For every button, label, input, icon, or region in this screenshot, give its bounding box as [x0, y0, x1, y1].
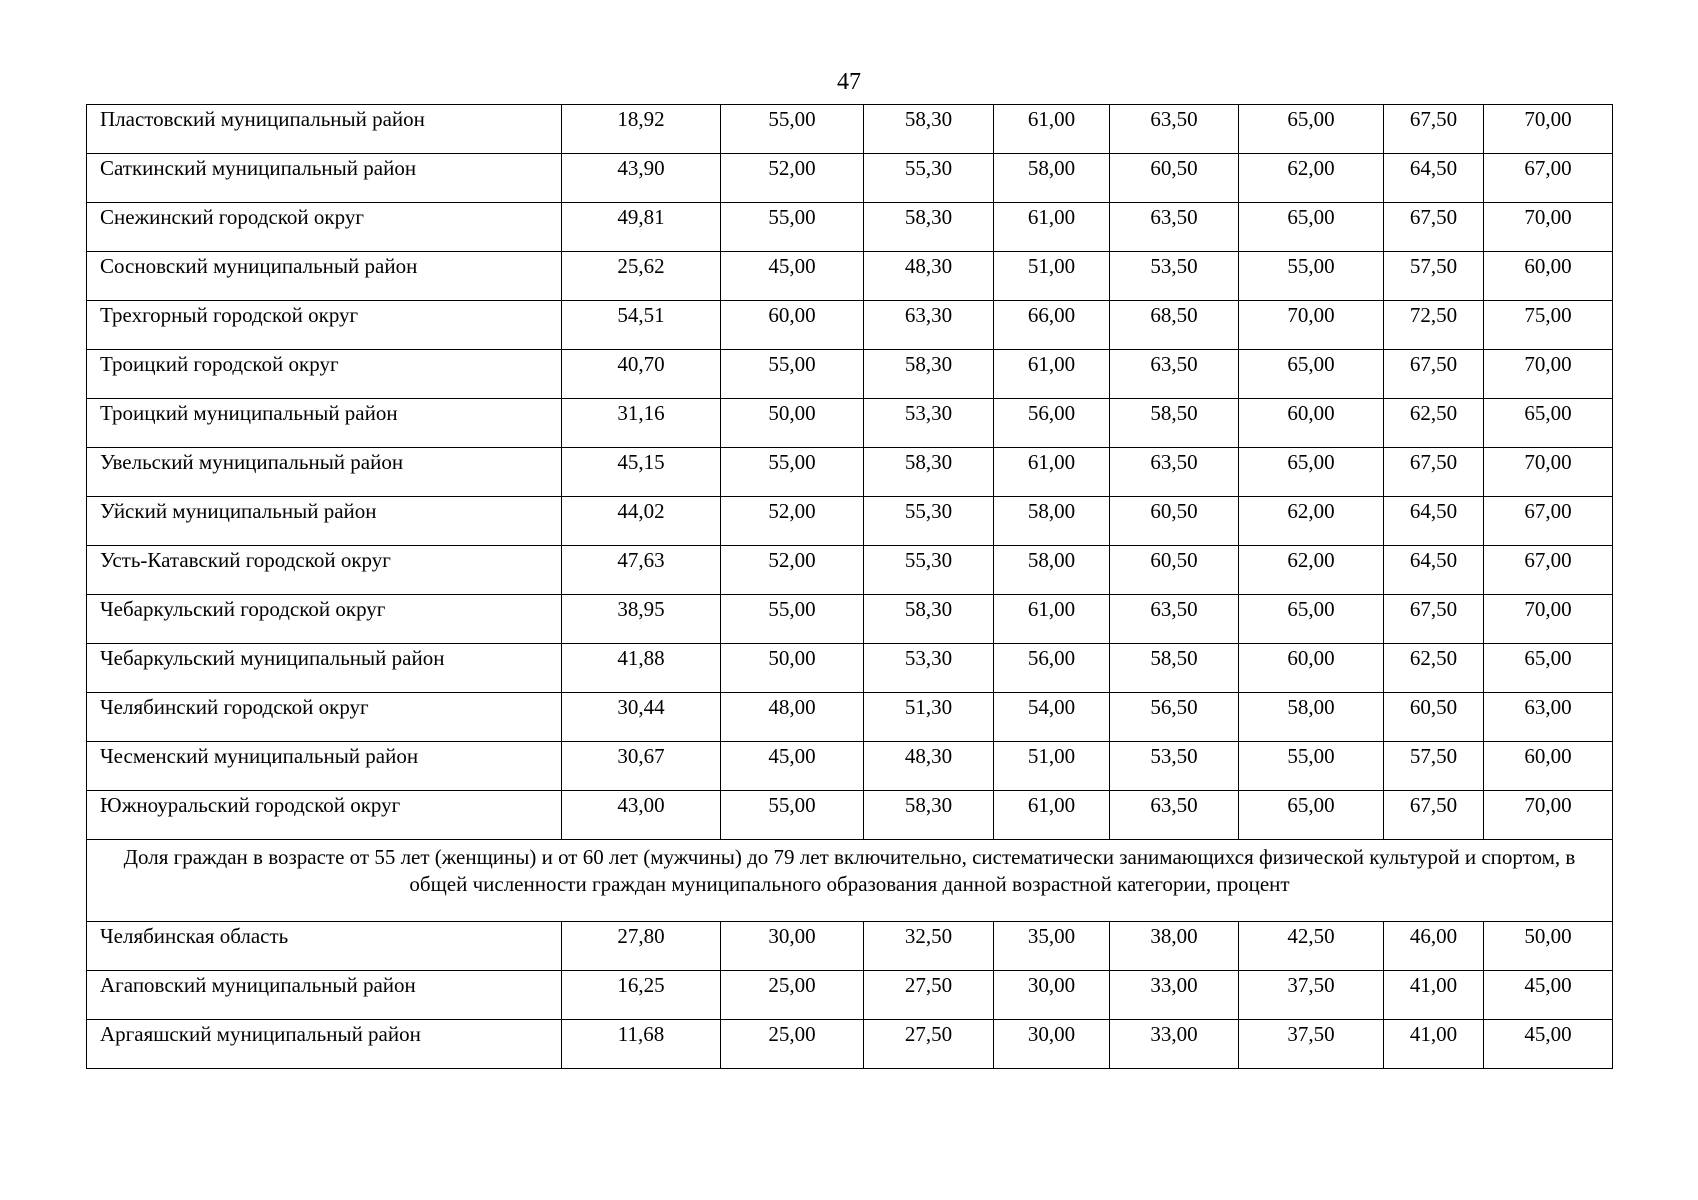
table-row — [87, 546, 1613, 595]
municipality-name-cell: Трехгорный городской округ — [87, 301, 562, 350]
value-cell: 16,25 — [562, 971, 721, 1020]
value-cell: 58,50 — [1110, 644, 1239, 693]
municipality-name-cell: Аргаяшский муниципальный район — [87, 1020, 562, 1069]
value-cell: 60,00 — [1484, 252, 1613, 301]
table-row — [87, 595, 1613, 644]
table-row — [87, 644, 1613, 693]
value-cell: 55,00 — [721, 448, 864, 497]
table-row — [87, 791, 1613, 840]
value-cell: 27,80 — [562, 922, 721, 971]
value-cell: 45,00 — [1484, 971, 1613, 1020]
value-cell: 30,00 — [994, 1020, 1110, 1069]
value-cell: 58,30 — [864, 595, 994, 644]
value-cell: 55,30 — [864, 497, 994, 546]
value-cell: 18,92 — [562, 105, 721, 154]
value-cell: 65,00 — [1239, 350, 1384, 399]
value-cell: 44,02 — [562, 497, 721, 546]
municipality-name-cell: Чебаркульский городской округ — [87, 595, 562, 644]
table-row — [87, 448, 1613, 497]
value-cell: 63,50 — [1110, 791, 1239, 840]
value-cell: 58,30 — [864, 448, 994, 497]
value-cell: 61,00 — [994, 448, 1110, 497]
value-cell: 70,00 — [1484, 448, 1613, 497]
value-cell: 11,68 — [562, 1020, 721, 1069]
value-cell: 38,95 — [562, 595, 721, 644]
value-cell: 63,30 — [864, 301, 994, 350]
value-cell: 65,00 — [1484, 644, 1613, 693]
value-cell: 56,00 — [994, 399, 1110, 448]
value-cell: 56,50 — [1110, 693, 1239, 742]
municipality-name-cell: Чесменский муниципальный район — [87, 742, 562, 791]
table-row — [87, 301, 1613, 350]
value-cell: 70,00 — [1484, 203, 1613, 252]
value-cell: 60,50 — [1110, 497, 1239, 546]
value-cell: 53,50 — [1110, 252, 1239, 301]
value-cell: 60,50 — [1384, 693, 1484, 742]
section-header-row — [87, 840, 1613, 922]
value-cell: 65,00 — [1239, 595, 1384, 644]
value-cell: 54,51 — [562, 301, 721, 350]
page-number: 47 — [837, 69, 861, 95]
value-cell: 67,00 — [1484, 546, 1613, 595]
municipality-name-cell: Саткинский муниципальный район — [87, 154, 562, 203]
value-cell: 63,50 — [1110, 203, 1239, 252]
value-cell: 48,30 — [864, 742, 994, 791]
value-cell: 38,00 — [1110, 922, 1239, 971]
value-cell: 60,00 — [721, 301, 864, 350]
table-row — [87, 399, 1613, 448]
value-cell: 27,50 — [864, 971, 994, 1020]
value-cell: 55,00 — [1239, 252, 1384, 301]
value-cell: 58,00 — [994, 546, 1110, 595]
value-cell: 68,50 — [1110, 301, 1239, 350]
value-cell: 64,50 — [1384, 546, 1484, 595]
value-cell: 61,00 — [994, 105, 1110, 154]
value-cell: 56,00 — [994, 644, 1110, 693]
value-cell: 62,00 — [1239, 497, 1384, 546]
value-cell: 58,00 — [1239, 693, 1384, 742]
table-row — [87, 105, 1613, 154]
value-cell: 65,00 — [1239, 448, 1384, 497]
value-cell: 53,30 — [864, 399, 994, 448]
value-cell: 58,30 — [864, 203, 994, 252]
municipality-name-cell: Снежинский городской округ — [87, 203, 562, 252]
value-cell: 70,00 — [1484, 791, 1613, 840]
table-row — [87, 693, 1613, 742]
value-cell: 65,00 — [1239, 105, 1384, 154]
value-cell: 54,00 — [994, 693, 1110, 742]
value-cell: 66,00 — [994, 301, 1110, 350]
value-cell: 43,00 — [562, 791, 721, 840]
table-row — [87, 350, 1613, 399]
table-row — [87, 971, 1613, 1020]
value-cell: 55,00 — [721, 595, 864, 644]
value-cell: 25,62 — [562, 252, 721, 301]
table-row — [87, 1020, 1613, 1069]
value-cell: 67,50 — [1384, 448, 1484, 497]
value-cell: 49,81 — [562, 203, 721, 252]
value-cell: 33,00 — [1110, 971, 1239, 1020]
table-row — [87, 154, 1613, 203]
value-cell: 58,30 — [864, 105, 994, 154]
value-cell: 62,00 — [1239, 154, 1384, 203]
value-cell: 48,30 — [864, 252, 994, 301]
municipality-name-cell: Пластовский муниципальный район — [87, 105, 562, 154]
value-cell: 45,00 — [721, 252, 864, 301]
value-cell: 60,00 — [1239, 399, 1384, 448]
table-row — [87, 497, 1613, 546]
value-cell: 60,50 — [1110, 154, 1239, 203]
value-cell: 60,50 — [1110, 546, 1239, 595]
table-row — [87, 742, 1613, 791]
value-cell: 63,50 — [1110, 448, 1239, 497]
value-cell: 58,30 — [864, 350, 994, 399]
value-cell: 65,00 — [1484, 399, 1613, 448]
value-cell: 55,30 — [864, 154, 994, 203]
value-cell: 64,50 — [1384, 154, 1484, 203]
value-cell: 61,00 — [994, 791, 1110, 840]
municipality-name-cell: Челябинская область — [87, 922, 562, 971]
value-cell: 63,50 — [1110, 350, 1239, 399]
value-cell: 62,00 — [1239, 546, 1384, 595]
table-row — [87, 922, 1613, 971]
value-cell: 50,00 — [721, 644, 864, 693]
value-cell: 35,00 — [994, 922, 1110, 971]
value-cell: 50,00 — [721, 399, 864, 448]
value-cell: 75,00 — [1484, 301, 1613, 350]
value-cell: 55,00 — [721, 105, 864, 154]
value-cell: 62,50 — [1384, 399, 1484, 448]
municipality-name-cell: Челябинский городской округ — [87, 693, 562, 742]
value-cell: 58,00 — [994, 154, 1110, 203]
municipality-name-cell: Троицкий муниципальный район — [87, 399, 562, 448]
value-cell: 30,44 — [562, 693, 721, 742]
value-cell: 62,50 — [1384, 644, 1484, 693]
value-cell: 63,50 — [1110, 105, 1239, 154]
value-cell: 30,67 — [562, 742, 721, 791]
municipality-name-cell: Сосновский муниципальный район — [87, 252, 562, 301]
value-cell: 30,00 — [721, 922, 864, 971]
value-cell: 60,00 — [1484, 742, 1613, 791]
value-cell: 70,00 — [1484, 105, 1613, 154]
value-cell: 61,00 — [994, 203, 1110, 252]
municipality-name-cell: Чебаркульский муниципальный район — [87, 644, 562, 693]
municipality-name-cell: Уйский муниципальный район — [87, 497, 562, 546]
value-cell: 27,50 — [864, 1020, 994, 1069]
value-cell: 52,00 — [721, 497, 864, 546]
value-cell: 55,00 — [721, 203, 864, 252]
value-cell: 42,50 — [1239, 922, 1384, 971]
value-cell: 31,16 — [562, 399, 721, 448]
value-cell: 58,50 — [1110, 399, 1239, 448]
value-cell: 57,50 — [1384, 252, 1484, 301]
value-cell: 65,00 — [1239, 203, 1384, 252]
value-cell: 70,00 — [1484, 595, 1613, 644]
value-cell: 37,50 — [1239, 1020, 1384, 1069]
value-cell: 48,00 — [721, 693, 864, 742]
value-cell: 58,30 — [864, 791, 994, 840]
section-title: Доля граждан в возрасте от 55 лет (женщины) и от 60 лет (мужчины) до 79 лет включительно, систематически занимающихся физической культурой и спортом, в общей численности граждан муниципального образования данной возрастной категории, процент — [87, 840, 1613, 922]
value-cell: 45,00 — [1484, 1020, 1613, 1069]
value-cell: 70,00 — [1239, 301, 1384, 350]
value-cell: 25,00 — [721, 1020, 864, 1069]
value-cell: 51,30 — [864, 693, 994, 742]
table-row — [87, 203, 1613, 252]
value-cell: 52,00 — [721, 546, 864, 595]
value-cell: 55,00 — [721, 791, 864, 840]
value-cell: 67,50 — [1384, 595, 1484, 644]
value-cell: 53,50 — [1110, 742, 1239, 791]
value-cell: 61,00 — [994, 595, 1110, 644]
value-cell: 58,00 — [994, 497, 1110, 546]
value-cell: 33,00 — [1110, 1020, 1239, 1069]
value-cell: 46,00 — [1384, 922, 1484, 971]
municipality-name-cell: Усть-Катавский городской округ — [87, 546, 562, 595]
value-cell: 67,00 — [1484, 497, 1613, 546]
value-cell: 45,00 — [721, 742, 864, 791]
value-cell: 67,50 — [1384, 350, 1484, 399]
value-cell: 45,15 — [562, 448, 721, 497]
value-cell: 37,50 — [1239, 971, 1384, 1020]
value-cell: 70,00 — [1484, 350, 1613, 399]
value-cell: 63,00 — [1484, 693, 1613, 742]
municipality-name-cell: Троицкий городской округ — [87, 350, 562, 399]
value-cell: 30,00 — [994, 971, 1110, 1020]
value-cell: 67,50 — [1384, 105, 1484, 154]
value-cell: 55,00 — [1239, 742, 1384, 791]
value-cell: 50,00 — [1484, 922, 1613, 971]
value-cell: 57,50 — [1384, 742, 1484, 791]
table-row — [87, 252, 1613, 301]
value-cell: 51,00 — [994, 742, 1110, 791]
value-cell: 55,30 — [864, 546, 994, 595]
value-cell: 41,88 — [562, 644, 721, 693]
indicator-table — [86, 104, 1613, 1069]
municipality-name-cell: Южноуральский городской округ — [87, 791, 562, 840]
value-cell: 67,00 — [1484, 154, 1613, 203]
value-cell: 63,50 — [1110, 595, 1239, 644]
value-cell: 60,00 — [1239, 644, 1384, 693]
value-cell: 65,00 — [1239, 791, 1384, 840]
municipality-name-cell: Увельский муниципальный район — [87, 448, 562, 497]
value-cell: 40,70 — [562, 350, 721, 399]
value-cell: 43,90 — [562, 154, 721, 203]
value-cell: 32,50 — [864, 922, 994, 971]
value-cell: 52,00 — [721, 154, 864, 203]
value-cell: 47,63 — [562, 546, 721, 595]
value-cell: 25,00 — [721, 971, 864, 1020]
value-cell: 67,50 — [1384, 203, 1484, 252]
value-cell: 61,00 — [994, 350, 1110, 399]
value-cell: 51,00 — [994, 252, 1110, 301]
value-cell: 67,50 — [1384, 791, 1484, 840]
value-cell: 72,50 — [1384, 301, 1484, 350]
value-cell: 53,30 — [864, 644, 994, 693]
value-cell: 41,00 — [1384, 1020, 1484, 1069]
value-cell: 55,00 — [721, 350, 864, 399]
value-cell: 41,00 — [1384, 971, 1484, 1020]
value-cell: 64,50 — [1384, 497, 1484, 546]
municipality-name-cell: Агаповский муниципальный район — [87, 971, 562, 1020]
